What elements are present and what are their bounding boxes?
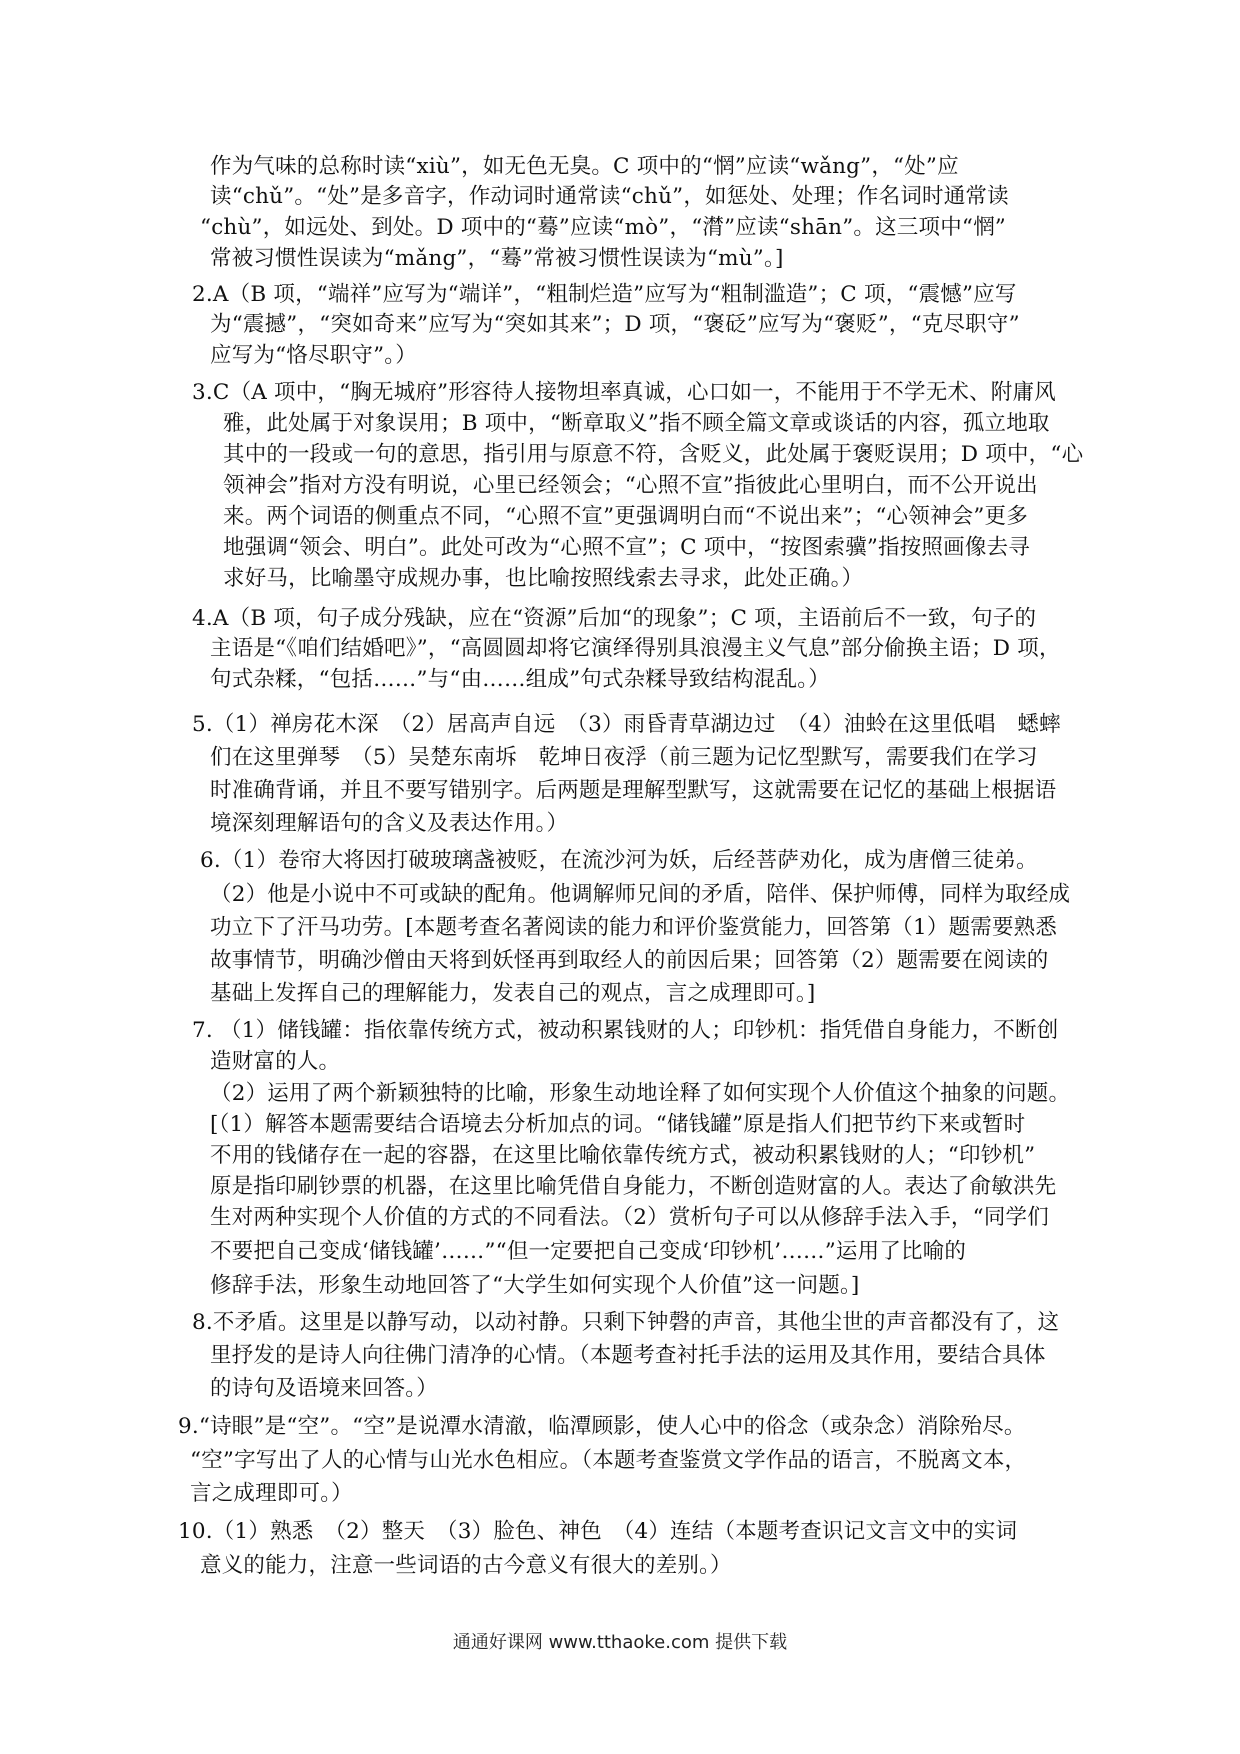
text-line: “空”字写出了人的心情与山光水色相应。（本题考查鉴赏文学作品的语言，不脱离文本， [190, 1448, 1027, 1473]
text-line: [（1）解答本题需要结合语境去分析加点的词。“储钱罐”原是指人们把节约下来或暂时 [210, 1112, 1026, 1137]
text-line: “chù”，如远处、到处。D 项中的“蓦”应读“mò”，“潸”应读“shān”。这三项中“惘” [200, 215, 1006, 240]
text-line: 功立下了汗马功劳。[本题考查名著阅读的能力和评价鉴赏能力，回答第（1）题需要熟悉 [210, 915, 1058, 940]
text-line: 读“chǔ”。“处”是多音字，作动词时通常读“chǔ”，如惩处、处理；作名词时通常读 [210, 184, 1009, 209]
text-line: 句式杂糅，“包括……”与“由……组成”句式杂糅导致结构混乱。） [210, 667, 830, 692]
text-line: 常被习惯性误读为“mǎng”，“蓦”常被习惯性误读为“mù”。] [210, 246, 784, 271]
text-line: 9.“诗眼”是“空”。“空”是说潭水清澈，临潭顾影，使人心中的俗念（或杂念）消除殆尽。 [178, 1414, 1026, 1439]
text-line: 故事情节，明确沙僧由天将到妖怪再到取经人的前因后果；回答第（2）题需要在阅读的 [210, 948, 1049, 973]
text-line: 修辞手法，形象生动地回答了“大学生如何实现个人价值”这一问题。] [210, 1273, 860, 1298]
text-line: 生对两种实现个人价值的方式的不同看法。（2）赏析句子可以从修辞手法入手，“同学们 [210, 1205, 1049, 1230]
text-line: 6.（1）卷帘大将因打破玻璃盏被贬，在流沙河为妖，后经菩萨劝化，成为唐僧三徒弟。 [200, 848, 1038, 873]
text-line: 领神会”指对方没有明说，心里已经领会；“心照不宣”指彼此心里明白，而不公开说出 [223, 473, 1038, 498]
text-line: （2）运用了两个新颖独特的比喻，形象生动地诠释了如何实现个人价值这个抽象的问题。 [210, 1081, 1071, 1106]
text-line: 基础上发挥自己的理解能力，发表自己的观点，言之成理即可。] [210, 981, 816, 1006]
text-line: 境深刻理解语句的含义及表达作用。） [210, 811, 569, 836]
text-line: 言之成理即可。） [190, 1481, 353, 1506]
text-line: 其中的一段或一句的意思，指引用与原意不符，含贬义，此处属于褒贬误用；D 项中，“心 [223, 442, 1084, 467]
text-line: 地强调“领会、明白”。此处可改为“心照不宣”；C 项中，“按图索骥”指按照画像去寻 [223, 535, 1030, 560]
text-line: 时准确背诵，并且不要写错别字。后两题是理解型默写，这就需要在记忆的基础上根据语 [210, 778, 1057, 803]
text-line: 7. （1）储钱罐：指依靠传统方式，被动积累钱财的人；印钞机：指凭借自身能力，不断创 [192, 1018, 1059, 1043]
text-line: 求好马，比喻墨守成规办事，也比喻按照线索去寻求，此处正确。） [223, 566, 864, 591]
text-line: 雅，此处属于对象误用；B 项中，“断章取义”指不顾全篇文章或谈话的内容，孤立地取 [223, 411, 1050, 436]
page-footer: 通通好课网 www.tthaoke.com 提供下载 [452, 1632, 788, 1653]
text-line: （2）他是小说中不可或缺的配角。他调解师兄间的矛盾，陪伴、保护师傅，同样为取经成 [210, 882, 1071, 907]
text-line: 5.（1）禅房花木深 （2）居高声自远 （3）雨昏青草湖边过 （4）油蛉在这里低唱 蟋蟀 [192, 712, 1061, 737]
text-line: 为“震撼”，“突如奇来”应写为“突如其来”；D 项，“褒砭”应写为“褒贬”，“克尽职守” [210, 312, 1020, 337]
text-line: 作为气味的总称时读“xiù”，如无色无臭。C 项中的“惘”应读“wǎng”，“处”应 [210, 154, 959, 179]
text-line: 里抒发的是诗人向往佛门清净的心情。（本题考查衬托手法的运用及其作用，要结合具体 [210, 1343, 1046, 1368]
text-line: 3.C（A 项中，“胸无城府”形容待人接物坦率真诚，心口如一，不能用于不学无术、附庸风 [192, 380, 1056, 405]
text-line: 不用的钱储存在一起的容器，在这里比喻依靠传统方式，被动积累钱财的人；“印钞机” [210, 1143, 1036, 1168]
text-line: 们在这里弹琴 （5）吴楚东南坼 乾坤日夜浮（前三题为记忆型默写，需要我们在学习 [210, 745, 1038, 770]
text-line: 原是指印刷钞票的机器，在这里比喻凭借自身能力，不断创造财富的人。表达了俞敏洪先 [210, 1174, 1057, 1199]
text-line: 10.（1）熟悉 （2）整天 （3）脸色、神色 （4）连结（本题考查识记文言文中的实词 [178, 1519, 1018, 1544]
text-line: 意义的能力，注意一些词语的古今意义有很大的差别。） [200, 1553, 732, 1578]
text-line: 造财富的人。 [210, 1049, 341, 1074]
text-line: 2.A（B 项，“端祥”应写为“端详”，“粗制烂造”应写为“粗制滥造”；C 项，“震憾”应写 [192, 282, 1017, 307]
text-line: 的诗句及语境来回答。） [210, 1376, 438, 1401]
text-line: 应写为“恪尽职守”。） [210, 343, 417, 368]
text-line: 不要把自己变成‘储钱罐’……”“但一定要把自己变成‘印钞机’……”运用了比喻的 [210, 1239, 967, 1264]
text-line: 来。两个词语的侧重点不同，“心照不宣”更强调明白而“不说出来”；“心领神会”更多 [223, 504, 1028, 529]
text-line: 4.A（B 项，句子成分残缺，应在“资源”后加“的现象”；C 项，主语前后不一致，句子的 [192, 606, 1037, 631]
text-line: 8.不矛盾。这里是以静写动，以动衬静。只剩下钟磬的声音，其他尘世的声音都没有了，这 [192, 1310, 1060, 1335]
text-line: 主语是“《咱们结婚吧》”，“高圆圆却将它演绎得别具浪漫主义气息”部分偷换主语；D 项， [210, 636, 1061, 661]
